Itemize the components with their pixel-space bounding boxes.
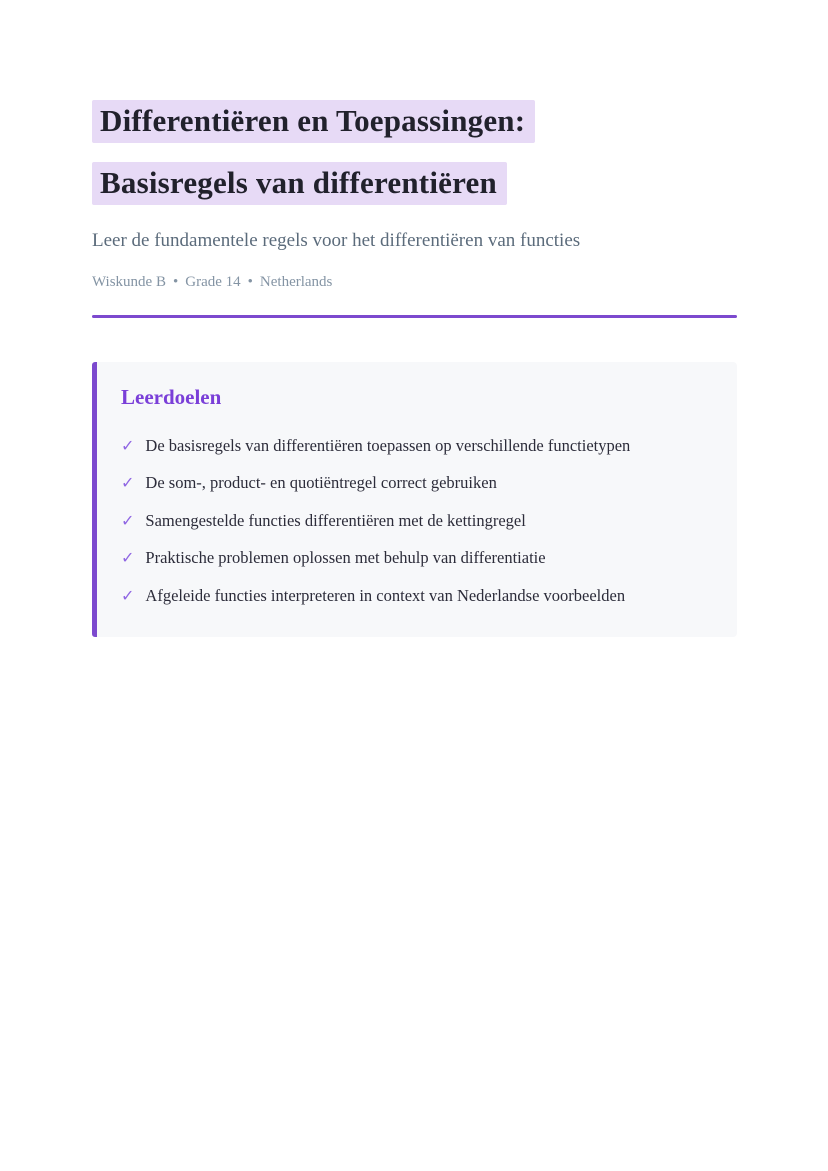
page-title-highlight-2: Basisregels van differentiëren	[92, 162, 507, 205]
check-icon: ✓	[121, 550, 135, 568]
meta-course: Wiskunde B	[92, 273, 166, 290]
leerdoelen-list	[121, 437, 713, 606]
page-title-highlight-1: Differentiëren en Toepassingen:	[92, 100, 535, 143]
page-title	[92, 100, 737, 205]
leerdoelen-item	[121, 549, 713, 568]
leerdoelen-item-text: De basisregels van differentiëren toepassen op verschillende functietypen	[145, 435, 631, 455]
check-icon: ✓	[121, 587, 135, 605]
leerdoelen-item	[121, 474, 713, 493]
leerdoelen-heading: Leerdoelen	[121, 384, 222, 409]
check-icon: ✓	[121, 437, 135, 455]
page-title-line-2	[92, 162, 737, 205]
meta-separator: •	[172, 273, 179, 290]
lesson-header	[92, 100, 737, 318]
leerdoelen-item	[121, 437, 713, 456]
leerdoelen-item-text: De som-, product- en quotiëntregel correct gebruiken	[145, 473, 497, 493]
meta-country: Netherlands	[259, 273, 333, 290]
check-icon: ✓	[121, 475, 135, 493]
lesson-meta	[92, 274, 737, 291]
leerdoelen-item-text: Afgeleide functies interpreteren in context van Nederlandse voorbeelden	[145, 585, 626, 605]
page-subtitle: Leer de fundamentele regels voor het differentiëren van functies	[92, 230, 581, 251]
leerdoelen-item-text: Praktische problemen oplossen met behulp van differentiatie	[145, 548, 546, 568]
page-title-line-1	[92, 100, 737, 143]
meta-grade: Grade 14	[185, 273, 241, 290]
leerdoelen-panel	[92, 362, 737, 638]
check-icon: ✓	[121, 512, 135, 530]
leerdoelen-item-text: Samengestelde functies differentiëren met de kettingregel	[145, 510, 526, 530]
header-divider	[92, 315, 737, 318]
meta-separator: •	[247, 273, 253, 290]
leerdoelen-item	[121, 512, 713, 531]
leerdoelen-item	[121, 587, 713, 606]
